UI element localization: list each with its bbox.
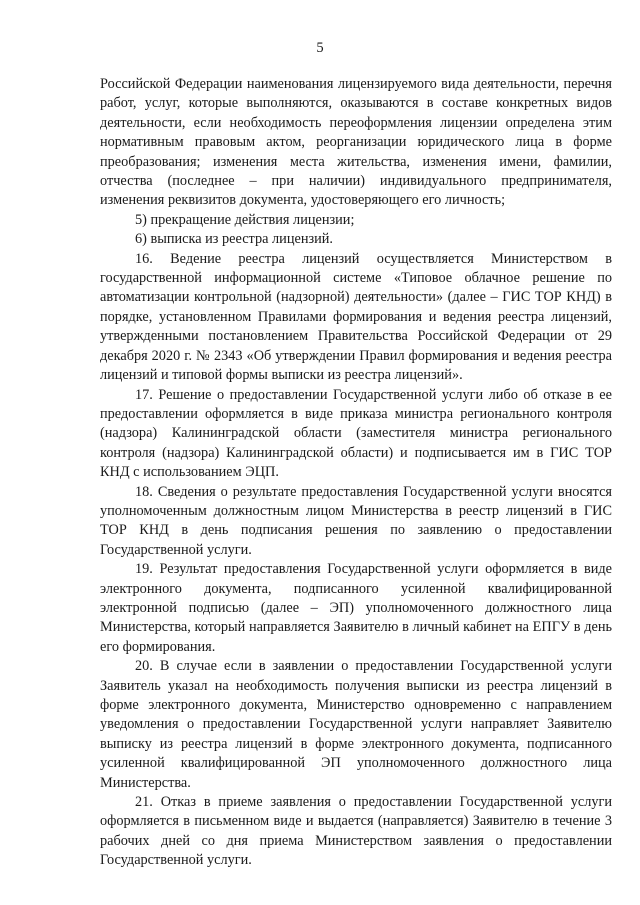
paragraph-21: 21. Отказ в приеме заявления о предоставлении Государственной услуги оформляется в письменном виде и выдается (направляется) Заявителю в течение 3 рабочих дней со дня приема Министерством заявления о предоставлении Государственной услуги.	[100, 794, 612, 869]
list-item-6: 6) выписка из реестра лицензий.	[135, 231, 333, 248]
paragraph-17: 17. Решение о предоставлении Государственной услуги либо об отказе в ее предоставлении оформляется в виде приказа министра регионального контроля (надзора) Калининградской области (заместителя министра регионального контроля (надзора) Калининградской области) и подписывается им в ГИС ТОР КНД с использованием ЭЦП.	[100, 386, 612, 481]
paragraph-20: 20. В случае если в заявлении о предоставлении Государственной услуги Заявитель указал на необходимость получения выписки из реестра лицензий в форме электронного документа, Министерство одновременно с направлением уведомления о предоставлении Государственной услуги направляет Заявителю выписку из реестра лицензий в форме электронного документа, подписанного усиленной квалифицированной ЭП уполномоченного должностного лица Министерства.	[100, 658, 612, 791]
paragraph-continuation: Российской Федерации наименования лицензируемого вида деятельности, перечня работ, услуг, которые выполняются, оказываются в составе конкретных видов деятельности, если необходимость переоформления лицензии определена этим нормативным правовым актом, реорганизации юридического лица в форме преобразования; изменения места жительства, изменения имени, фамилии, отчества (последнее – при наличии) индивидуального предпринимателя, изменения реквизитов документа, удостоверяющего его личность;	[100, 76, 612, 209]
paragraph-18: 18. Сведения о результате предоставления Государственной услуги вносятся уполномоченным должностным лицом Министерства в реестр лицензий в ГИС ТОР КНД в день подписания решения по заявлению о предоставлении Государственной услуги.	[100, 483, 612, 558]
document-body	[100, 75, 612, 871]
paragraph-16: 16. Ведение реестра лицензий осуществляется Министерством в государственной информационной системе «Типовое облачное решение по автоматизации контрольной (надзорной) деятельности» (далее – ГИС ТОР КНД) в порядке, установленном Правилами формирования и ведения реестра лицензий, утвержденными постановлением Правительства Российской Федерации от 29 декабря 2020 г. № 2343 «Об утверждении Правил формирования и ведения реестра лицензий и типовой формы выписки из реестра лицензий».	[100, 250, 612, 384]
list-item-5: 5) прекращение действия лицензии;	[135, 211, 355, 228]
page-number: 5	[316, 40, 324, 56]
paragraph-19: 19. Результат предоставления Государственной услуги оформляется в виде электронного документа, подписанного усиленной квалифицированной электронной подписью (далее – ЭП) уполномоченного должностного лица Министерства, который направляется Заявителю в личный кабинет на ЕПГУ в день его формирования.	[100, 561, 612, 655]
